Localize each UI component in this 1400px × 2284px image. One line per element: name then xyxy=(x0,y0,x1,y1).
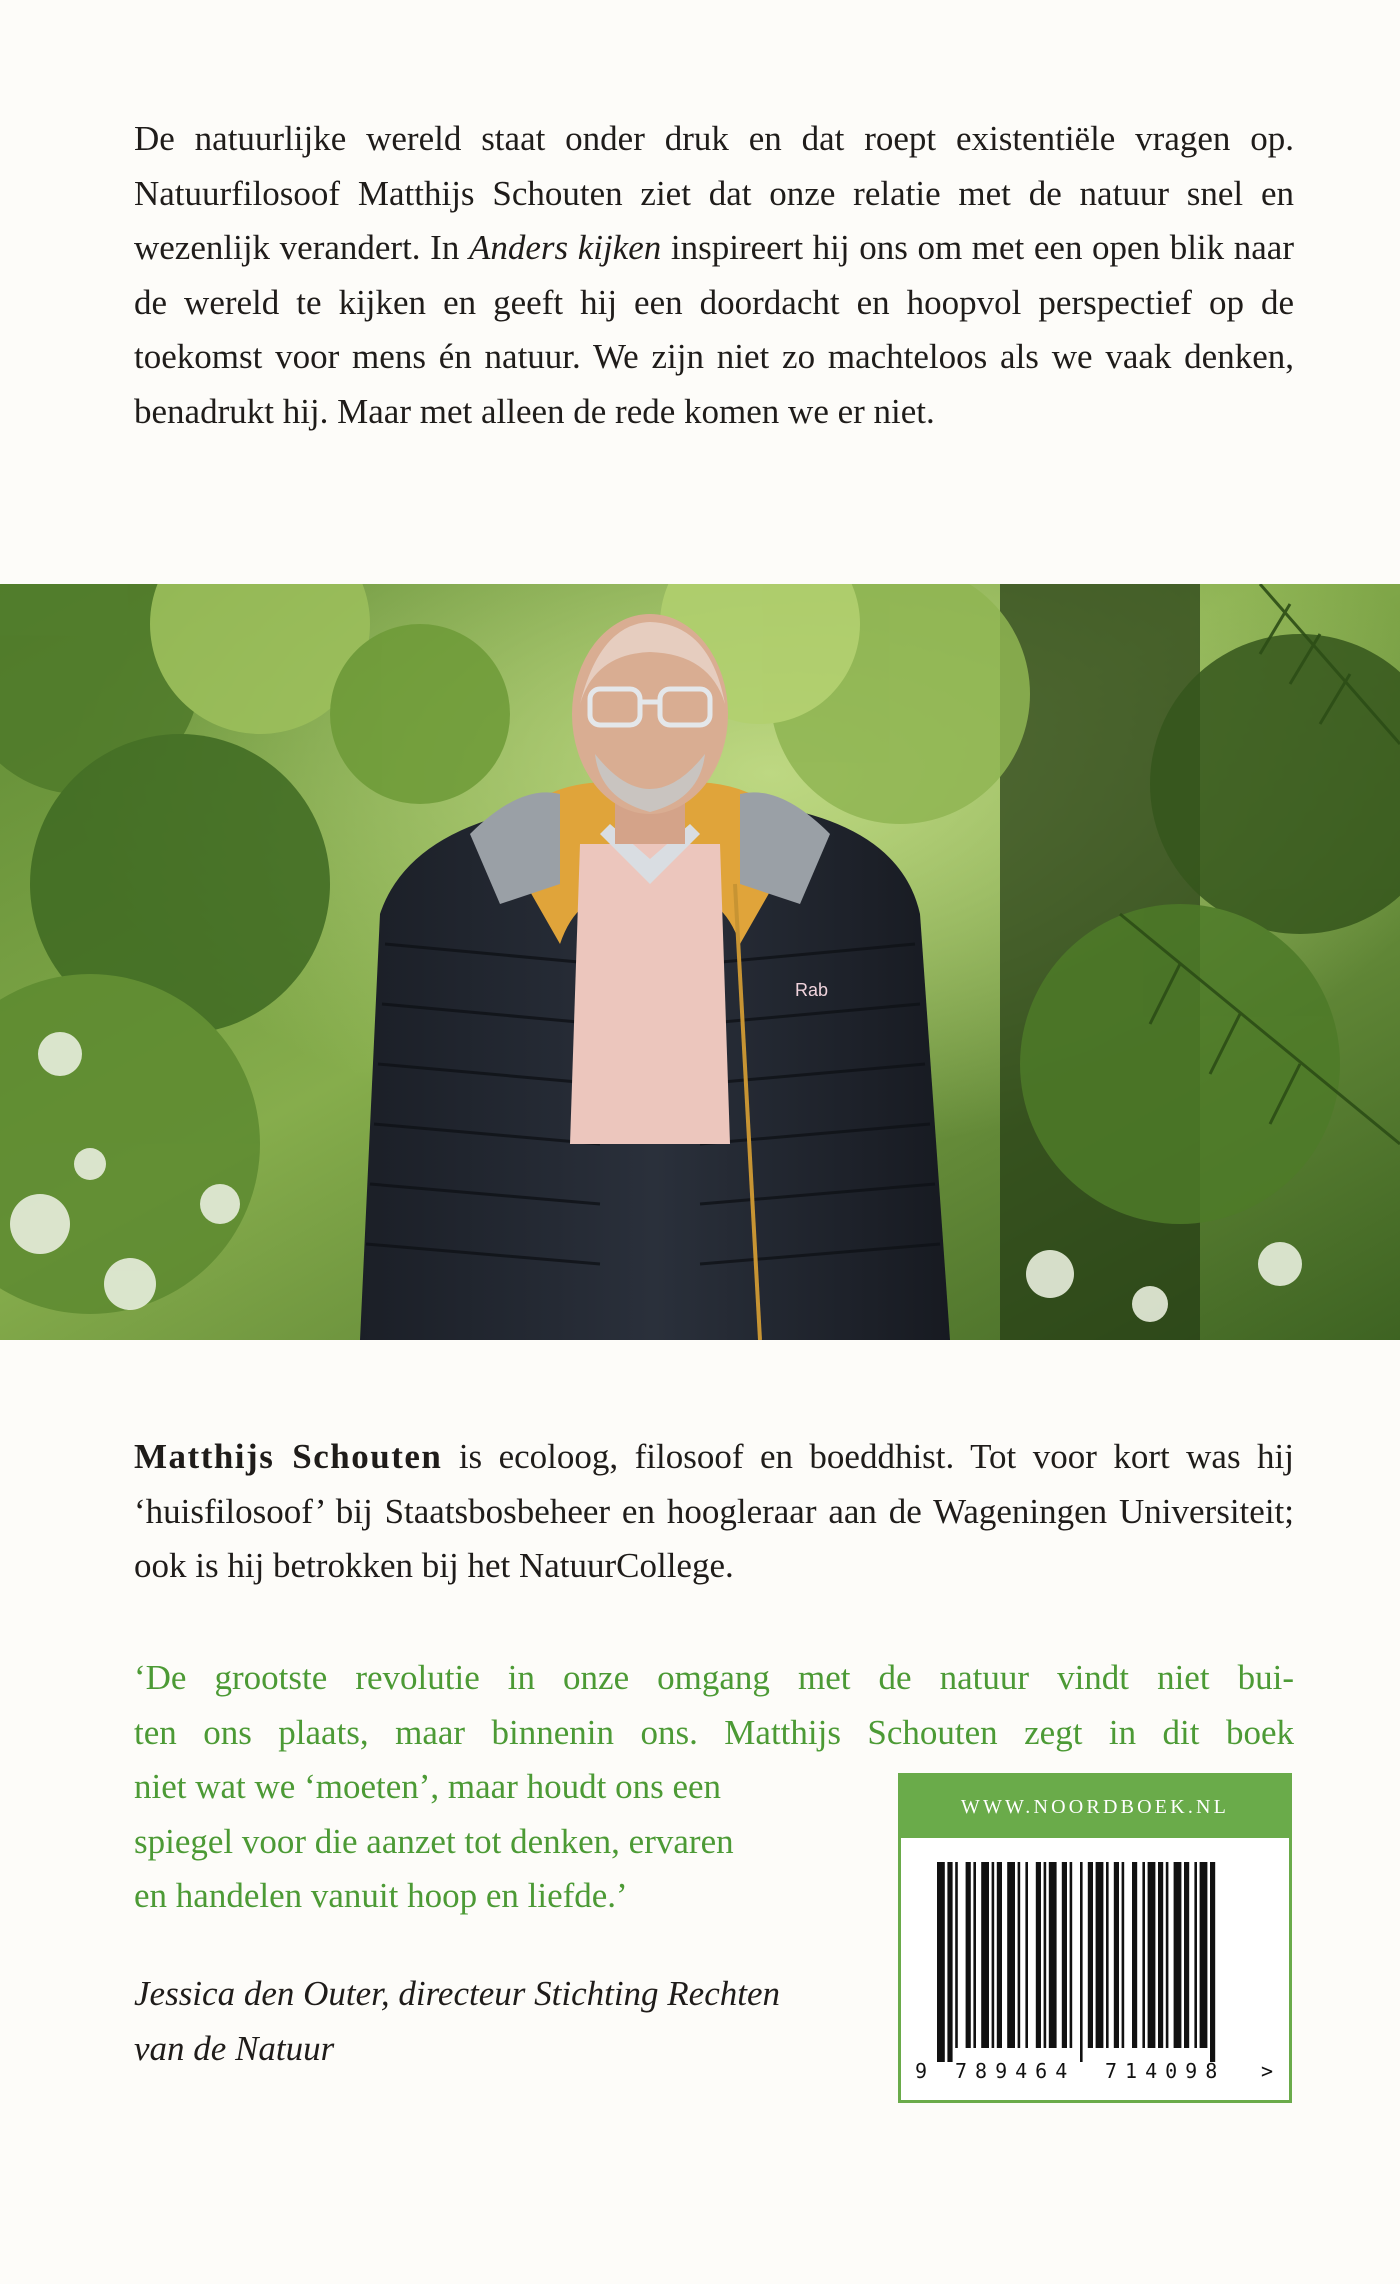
barcode-digits-left: 789464 xyxy=(955,2059,1076,2083)
barcode-arrow: > xyxy=(1261,2059,1274,2083)
attribution-line: van de Natuur xyxy=(134,2028,335,2068)
barcode-bar xyxy=(1184,1862,1189,2048)
barcode-bar xyxy=(1018,1862,1021,2048)
jacket-logo: Rab xyxy=(795,980,829,1000)
barcode-bar xyxy=(1088,1862,1093,2048)
quote-line: en handelen vanuit hoop en liefde.’ xyxy=(134,1876,628,1915)
barcode-bar xyxy=(1210,1862,1215,2062)
barcode-bar xyxy=(992,1862,995,2048)
barcode-bar xyxy=(966,1862,971,2048)
author-photo xyxy=(0,584,1400,1340)
book-title: Anders kijken xyxy=(468,228,662,267)
quote-line: ‘De grootste revolutie in onze omgang met de natuur vindt niet bui- xyxy=(134,1658,1294,1697)
attribution-line: Jessica den Outer, directeur Stichting Rechten xyxy=(134,1974,781,2013)
barcode-bar xyxy=(1174,1862,1182,2048)
barcode-bar xyxy=(973,1862,976,2048)
barcode-bar xyxy=(1106,1862,1109,2048)
barcode-bar xyxy=(1158,1862,1163,2048)
barcode-bar xyxy=(1049,1862,1057,2048)
quote-attribution xyxy=(134,1967,894,2076)
barcode-bar xyxy=(1062,1862,1067,2048)
intro-text-1: De natuurlijke wereld staat onder druk en dat roept existentiële vragen op. Natuurfilosoof Matthijs Schouten ziet dat onze relatie met de natuur snel en wezenlijk verandert. In xyxy=(134,119,1294,267)
barcode-bar xyxy=(1194,1862,1197,2048)
barcode-bar xyxy=(1114,1862,1119,2048)
barcode-bar xyxy=(1166,1862,1169,2048)
barcode-bar xyxy=(937,1862,945,2062)
quote-line: spiegel voor die aanzet tot denken, ervaren xyxy=(134,1821,734,1861)
barcode-bar xyxy=(1142,1862,1145,2048)
barcode-bar xyxy=(1036,1862,1041,2048)
bio-text: is ecoloog, filosoof en boeddhist. Tot voor kort was hij ‘huisfilosoof’ bij Staatsbosbeheer en hoogleraar aan de Wageningen Universiteit; ook is hij betrokken bij het NatuurCollege. xyxy=(134,1437,1294,1585)
barcode-bar xyxy=(1070,1862,1073,2048)
intro-paragraph xyxy=(134,112,1294,439)
barcode-bar xyxy=(997,1862,1002,2048)
quote-line: ten ons plaats, maar binnenin ons. Matthijs Schouten zegt in dit boek xyxy=(134,1712,1294,1752)
barcode-digit-first: 9 xyxy=(915,2059,928,2083)
intro-text-2: inspireert hij ons om met een open blik naar de wereld te kijken en geeft hij een doordacht en hoopvol perspectief op de toekomst voor mens én natuur. We zijn niet zo machteloos als we vaak denken, benadrukt hij. Maar met alleen de rede komen we er niet. xyxy=(134,228,1294,431)
barcode-bar xyxy=(1132,1862,1137,2048)
publisher-url: WWW.NOORDBOEK.NL xyxy=(901,1776,1289,1838)
author-name: Matthijs Schouten xyxy=(134,1437,443,1476)
barcode-digits-right: 714098 xyxy=(1105,2059,1226,2083)
barcode-bar xyxy=(1122,1862,1125,2048)
barcode-box xyxy=(898,1773,1292,2103)
barcode xyxy=(909,1856,1281,2086)
barcode-bar xyxy=(1200,1862,1208,2048)
quote-line: niet wat we ‘moeten’, maar houdt ons een xyxy=(134,1767,722,1806)
barcode-bar xyxy=(981,1862,989,2048)
barcode-bar xyxy=(947,1862,952,2062)
barcode-bar xyxy=(1007,1862,1015,2048)
barcode-bar xyxy=(955,1862,958,2048)
barcode-bar xyxy=(1096,1862,1104,2048)
barcode-bar xyxy=(1148,1862,1156,2048)
barcode-bar xyxy=(1025,1862,1028,2048)
barcode-bar xyxy=(1044,1862,1047,2048)
author-bio xyxy=(134,1430,1294,1594)
barcode-bar xyxy=(1080,1862,1083,2062)
